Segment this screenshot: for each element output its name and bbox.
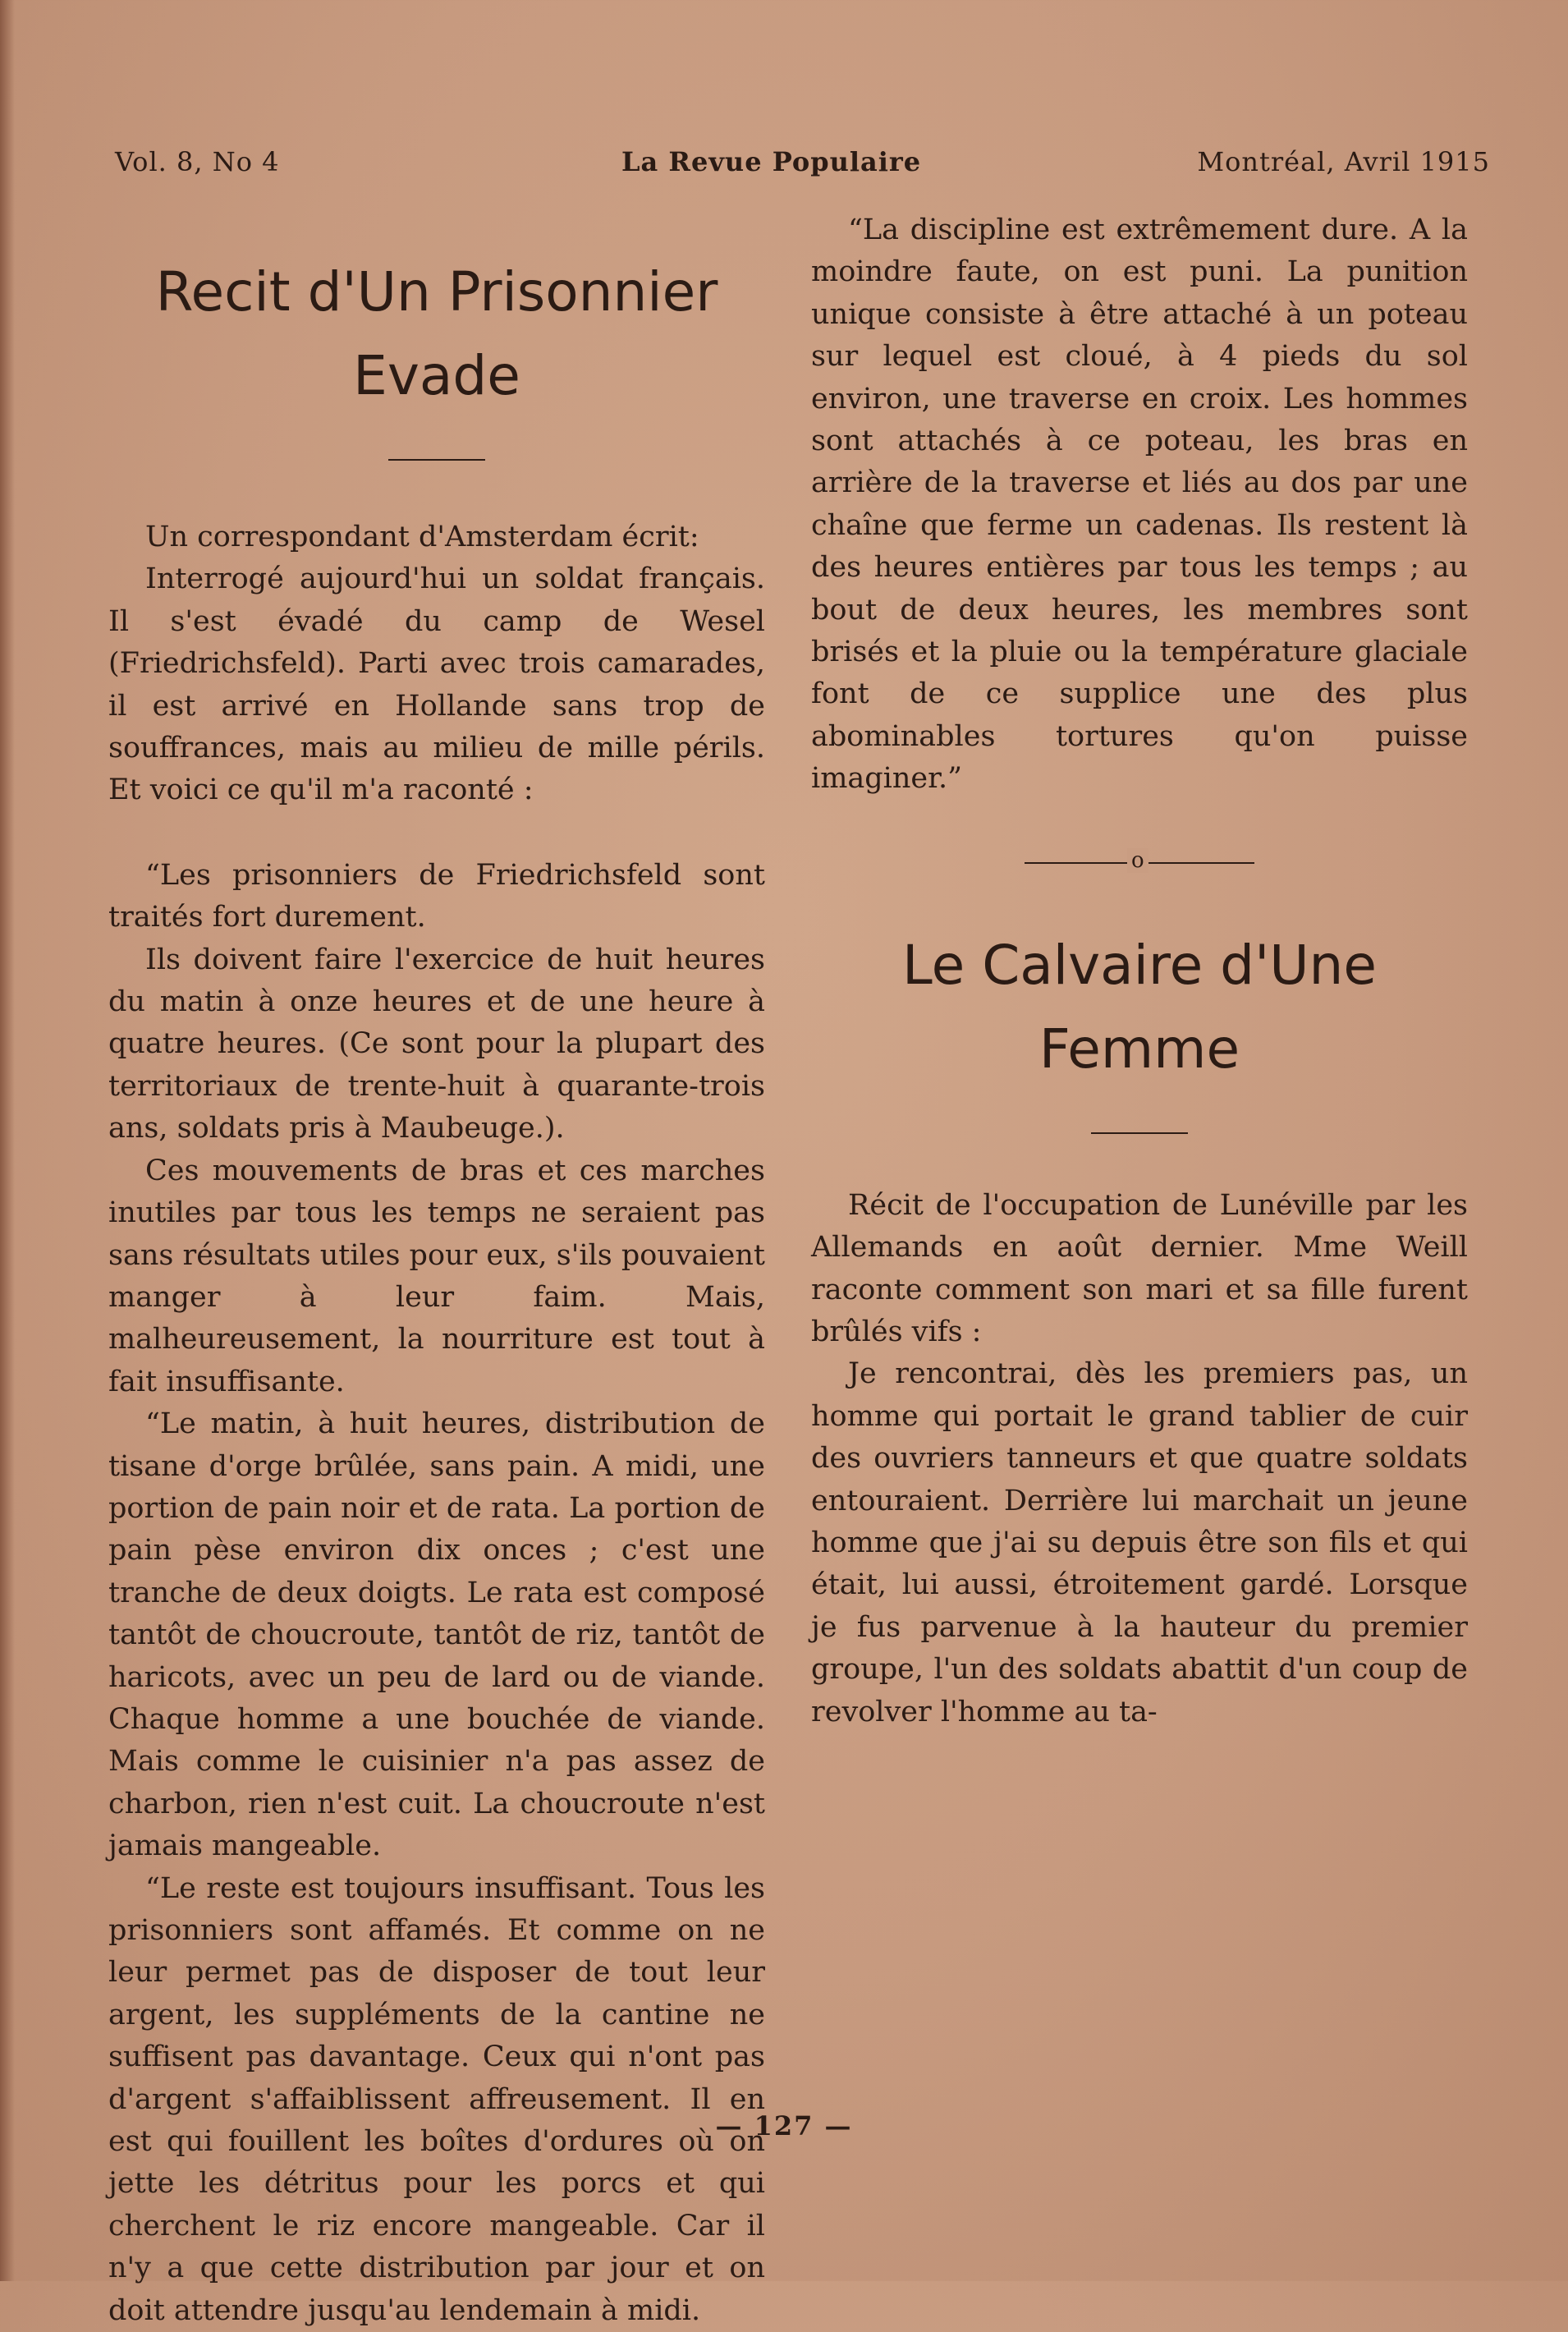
article1-paragraph: “La discipline est extrêmement dure. A la moindre faute, on est puni. La punition unique consiste à être attaché à un poteau sur lequel est cloué, à 4 pieds du sol environ, une traverse en croix. Les hommes sont attachés à ce poteau, les bras en arrière de la traverse et liés au dos par une chaîne que ferme un cadenas. Ils restent là des heures entières par tous les temps ; au bout de deux heures, les membres sont brisés et la pluie ou la température glaciale font de ce supplice une des plus abominables tortures qu'on puisse imaginer.” bbox=[811, 213, 1468, 796]
magazine-title: La Revue Populaire bbox=[621, 146, 922, 177]
page-edge-shadow bbox=[0, 0, 15, 2281]
article1-paragraph: “Le matin, à huit heures, distribution de tisane d'orge brûlée, sans pain. A midi, une portion de pain noir et de rata. La portion de pain pèse environ dix onces ; c'est une tranche de deux doigts. Le rata est composé tantôt de choucroute, tantôt de riz, tantôt de haricots, avec un peu de lard ou de viande. Chaque homme a une bouchée de viande. Mais comme le cuisinier n'a pas assez de charbon, rien n'est cuit. La choucroute n'est jamais mangeable. bbox=[108, 1407, 765, 1863]
right-column bbox=[811, 209, 1468, 1733]
article1-title bbox=[108, 250, 765, 418]
separator-ornament: o bbox=[1127, 848, 1148, 873]
article1-paragraph: Interrogé aujourd'hui un soldat français. Il s'est évadé du camp de Wesel (Friedrichsfeld). Parti avec trois camarades, il est arrivé en Hollande sans trop de souffrances, mais au milieu de mille périls. Et voici ce qu'il m'a raconté : bbox=[108, 562, 765, 807]
page-number: — 127 — bbox=[715, 2110, 853, 2141]
running-header bbox=[115, 146, 1490, 187]
article1-paragraph: Un correspondant d'Amsterdam écrit: bbox=[145, 521, 699, 553]
article1-paragraph-continued: “Le reste est toujours insuffisant. Tous les prisonniers sont affamés. Et comme on ne leur permet pas de disposer de tout leur argent, les suppléments de la cantine ne suffisent pas davantage. Ceux qui n'ont pas d'argent s'affaiblissent affreusement. Il en est qui fouillent les boîtes d'ordures où on jette les détritus pour les porcs et qui cherchent le riz encore mangeable. Car il n'y a que cette distribution par jour et on doit attendre jusqu'au lendemain à midi. bbox=[108, 1871, 765, 2327]
issue-date: Montréal, Avril 1915 bbox=[1197, 146, 1490, 177]
volume-number: Vol. 8, No 4 bbox=[115, 146, 280, 177]
article2-paragraph: Je rencontrai, dès les premiers pas, un homme qui portait le grand tablier de cuir des ouvriers tanneurs et que quatre soldats entouraient. Derrière lui marchait un jeune homme que j'ai su depuis être son fils et qui était, lui aussi, étroitement gardé. Lorsque je fus parvenue à la hauteur du premier groupe, l'un des soldats abattit d'un coup de revolver l'homme au ta- bbox=[811, 1357, 1468, 1728]
article1-title-line2: Evade bbox=[353, 344, 520, 407]
article1-title-line1: Recit d'Un Prisonnier bbox=[155, 260, 718, 324]
article2-paragraph: Récit de l'occupation de Lunéville par les Allemands en août dernier. Mme Weill raconte comment son mari et sa fille furent brûlés vifs : bbox=[811, 1188, 1468, 1348]
left-column bbox=[108, 209, 765, 2332]
article1-paragraph: Ces mouvements de bras et ces marches inutiles par tous les temps ne seraient pas sans résultats utiles pour eux, s'ils pouvaient manger à leur faim. Mais, malheureusement, la nourriture est tout à fait insuffisante. bbox=[108, 1154, 765, 1398]
article-separator bbox=[1025, 847, 1254, 874]
article2-title bbox=[811, 924, 1468, 1091]
article2-title-line1: Le Calvaire d'Une bbox=[902, 933, 1377, 997]
article2-title-line2: Femme bbox=[1038, 1017, 1240, 1081]
article1-paragraph: Ils doivent faire l'exercice de huit heures du matin à onze heures et de une heure à quatre heures. (Ce sont pour la plupart des territoriaux de trente-huit à quarante-trois ans, soldats pris à Maubeuge.). bbox=[108, 943, 765, 1145]
article1-paragraph: “Les prisonniers de Friedrichsfeld sont traités fort durement. bbox=[108, 858, 765, 934]
